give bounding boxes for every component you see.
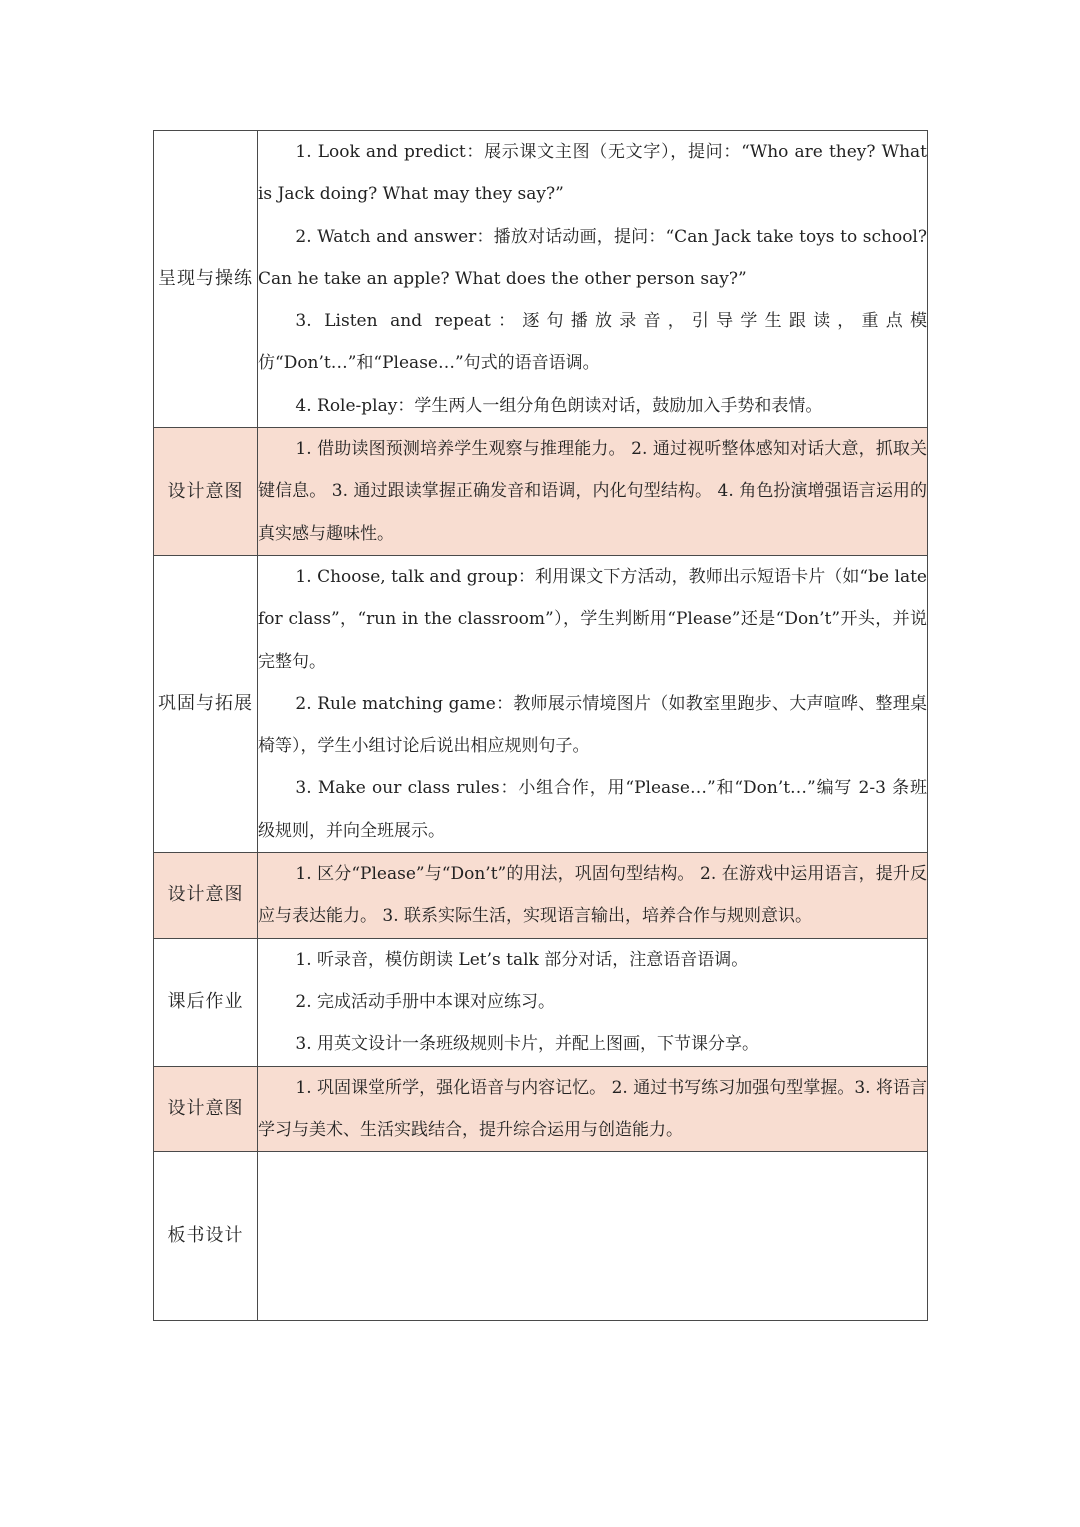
row-content [258,853,928,939]
row-label: 设计意图 [154,1066,258,1152]
paragraph: 1. 借助读图预测培养学生观察与推理能力。 2. 通过视听整体感知对话大意，抓取关键信息。 3. 通过跟读掌握正确发音和语调，内化句型结构。 4. 角色扮演增强语言运用的真实感与趣味性。 [258,439,927,544]
paragraph: 1. 区分“Please”与“Don’t”的用法，巩固句型结构。 2. 在游戏中运用语言，提升反应与表达能力。 3. 联系实际生活，实现语言输出，培养合作与规则意识。 [258,864,927,927]
row-content [258,428,928,556]
row-label: 板书设计 [154,1152,258,1321]
row-consolidation [154,555,928,852]
row-label: 设计意图 [154,428,258,556]
row-homework [154,938,928,1066]
paragraph: 2. Rule matching game：教师展示情境图片（如教室里跑步、大声喧哗、整理桌椅等），学生小组讨论后说出相应规则句子。 [258,693,927,757]
paragraph: 1. Choose, talk and group：利用课文下方活动，教师出示短语卡片（如“be late for class”，“run in the classroom”），学生判断用“Please”还是“Don’t”开头，并说完整句。 [258,566,927,672]
row-content-empty [258,1152,928,1321]
paragraph: 1. 听录音，模仿朗读 Let’s talk 部分对话，注意语音语调。 [295,949,749,970]
row-board-design [154,1152,928,1321]
row-design-intent [154,428,928,556]
row-label: 课后作业 [154,938,258,1066]
row-content [258,555,928,852]
row-content [258,938,928,1066]
paragraph: 3. 用英文设计一条班级规则卡片，并配上图画，下节课分享。 [295,1034,760,1055]
row-presentation [154,131,928,428]
paragraph: 3. Listen and repeat：逐句播放录音，引导学生跟读，重点模仿“Don’t…”和“Please…”句式的语音语调。 [258,311,927,374]
row-label: 巩固与拓展 [154,555,258,852]
row-content [258,1066,928,1152]
row-label: 呈现与操练 [154,131,258,428]
row-design-intent [154,853,928,939]
paragraph: 2. 完成活动手册中本课对应练习。 [295,991,556,1012]
lesson-plan-table [153,130,928,1321]
paragraph: 2. Watch and answer：播放对话动画，提问：“Can Jack take toys to school? Can he take an apple? What does the other person say?” [258,226,927,289]
paragraph: 3. Make our class rules：小组合作，用“Please…”和“Don’t…”编写 2-3 条班级规则，并向全班展示。 [258,778,927,841]
row-design-intent [154,1066,928,1152]
row-label: 设计意图 [154,853,258,939]
paragraph: 1. Look and predict：展示课文主图（无文字），提问：“Who are they? What is Jack doing? What may they say?” [258,142,927,205]
row-content [258,131,928,428]
paragraph: 4. Role-play：学生两人一组分角色朗读对话，鼓励加入手势和表情。 [295,395,823,416]
paragraph: 1. 巩固课堂所学，强化语音与内容记忆。 2. 通过书写练习加强句型掌握。3. 将语言学习与美术、生活实践结合，提升综合运用与创造能力。 [258,1077,927,1140]
